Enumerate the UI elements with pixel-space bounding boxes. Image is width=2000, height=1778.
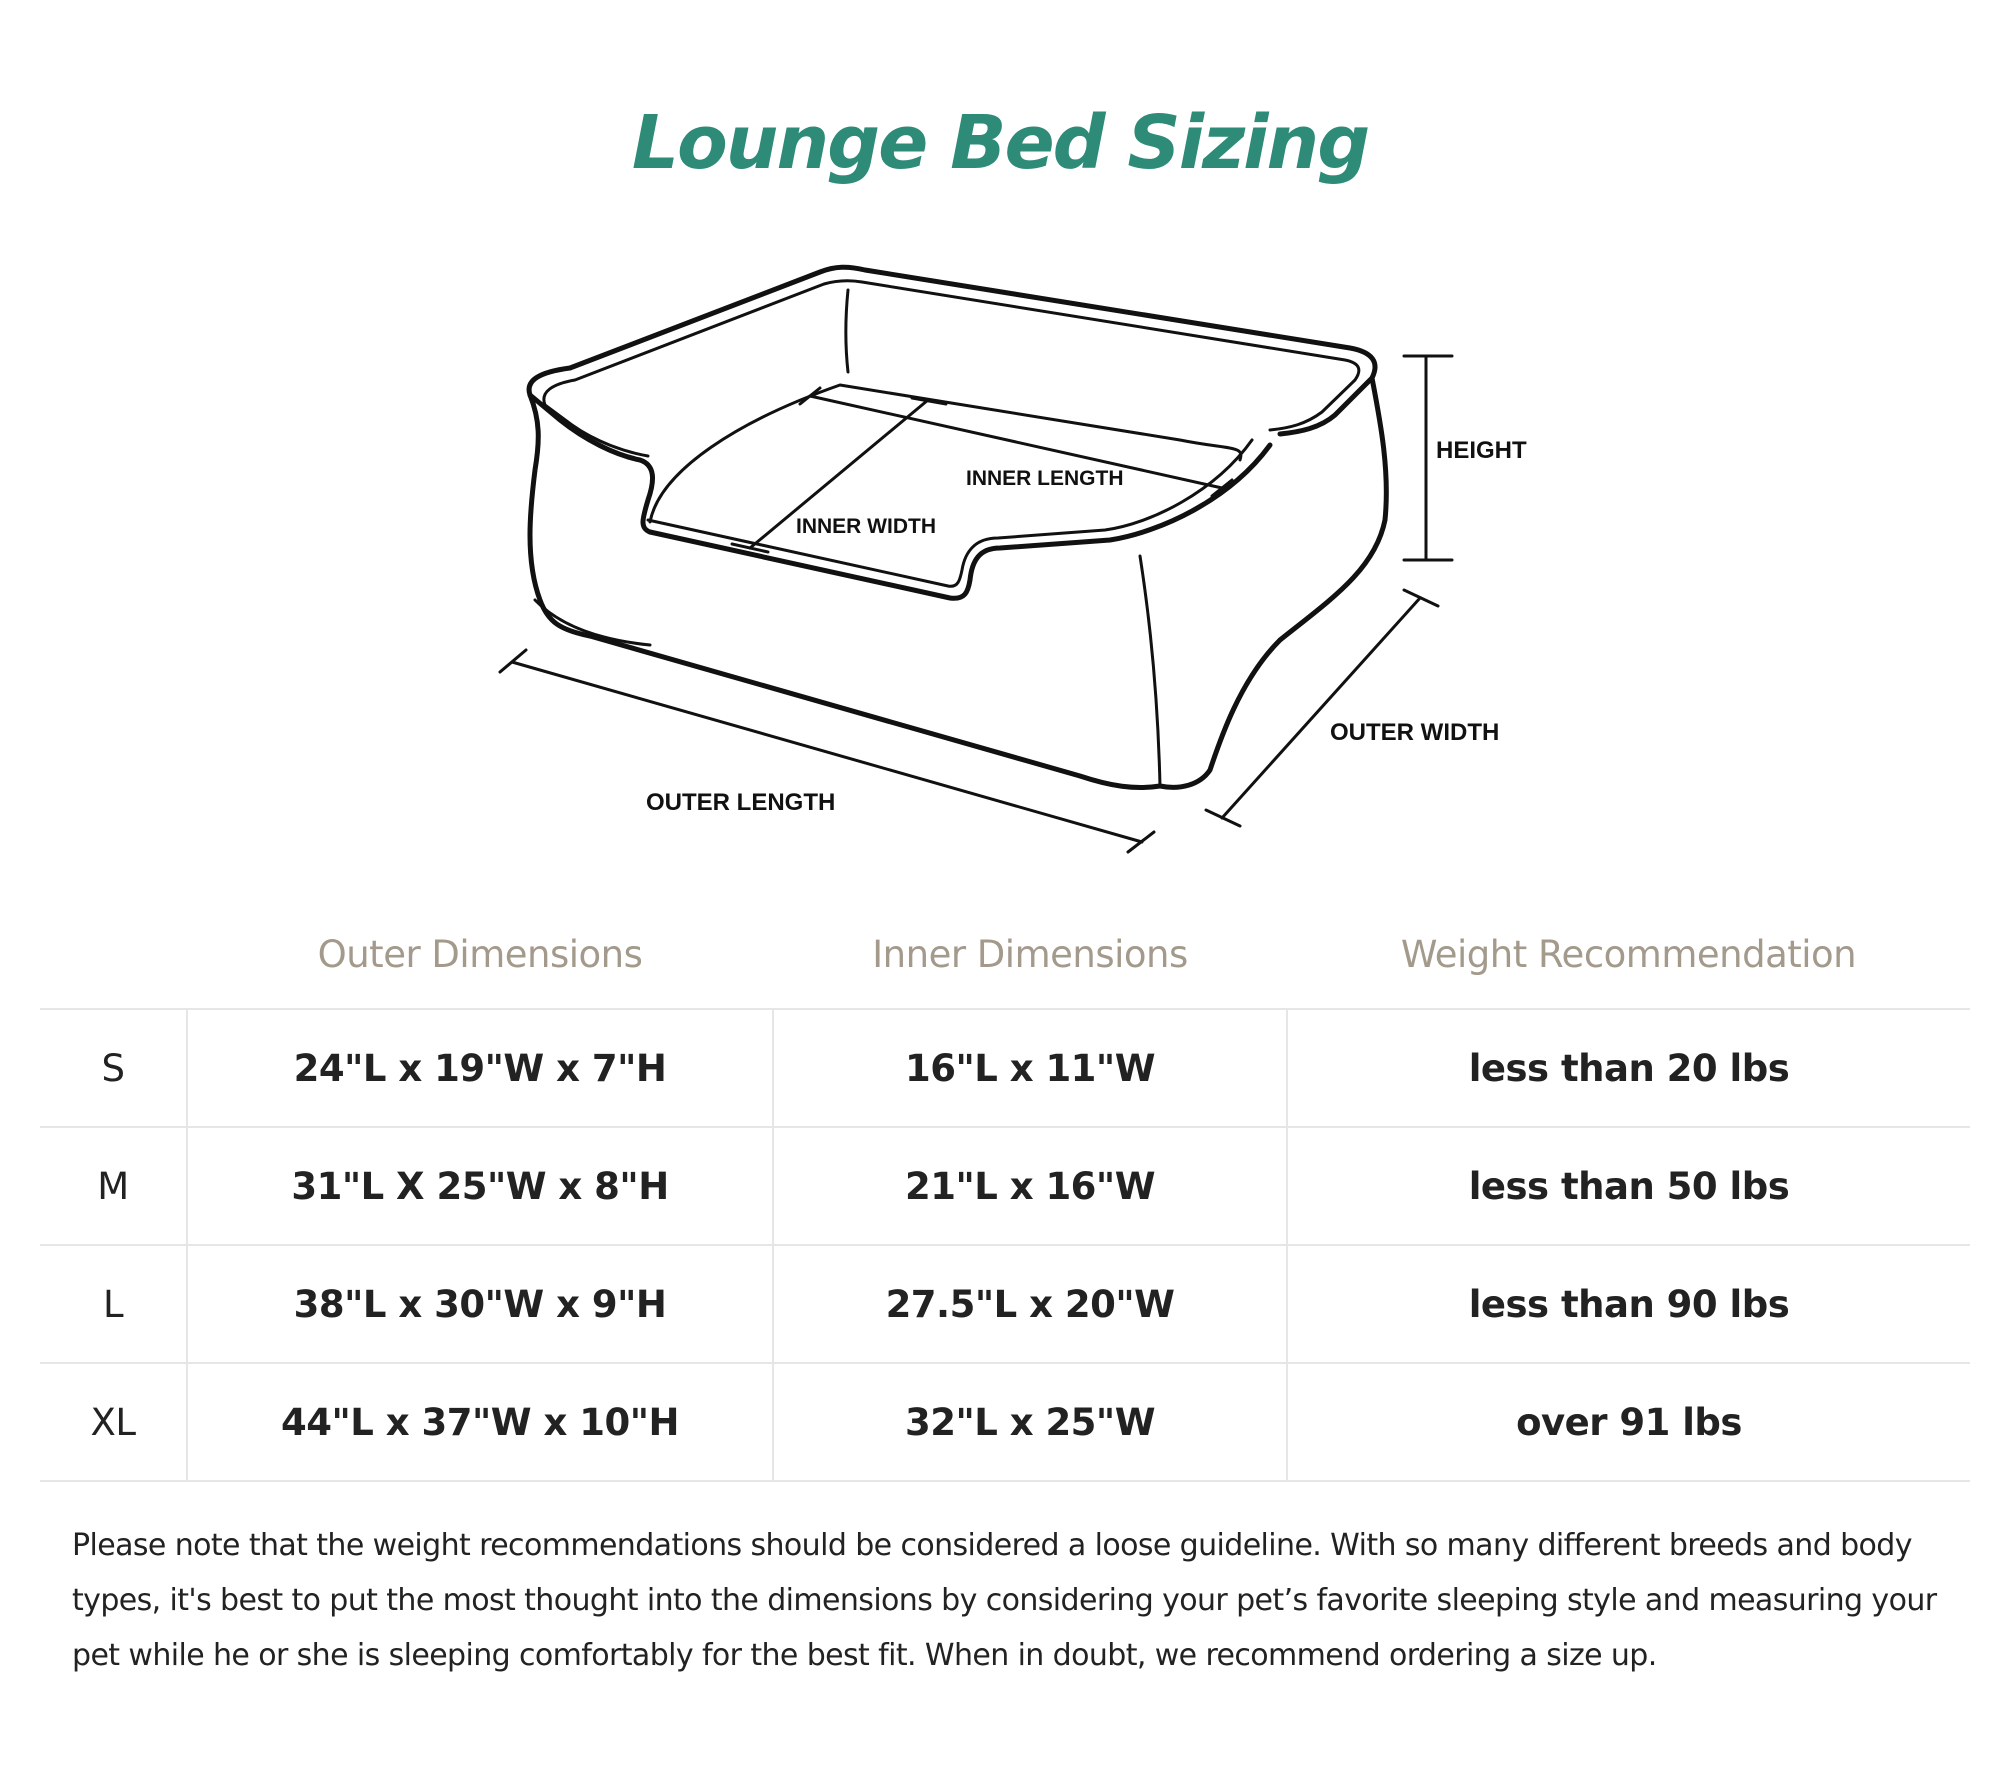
- weight-cell: less than 50 lbs: [1287, 1127, 1970, 1245]
- inner-dimensions-cell: 21"L x 16"W: [773, 1127, 1287, 1245]
- label-outer-length: OUTER LENGTH: [646, 789, 836, 816]
- inner-dimensions-cell: 32"L x 25"W: [773, 1363, 1287, 1481]
- outer-dimensions-cell: 38"L x 30"W x 9"H: [187, 1245, 773, 1363]
- size-cell: M: [40, 1127, 187, 1245]
- table-header-row: [40, 900, 1970, 1009]
- label-inner-length: INNER LENGTH: [966, 467, 1124, 490]
- bed-left-arm: [530, 395, 653, 532]
- table-row: [40, 1127, 1970, 1245]
- size-cell: XL: [40, 1363, 187, 1481]
- inner-dimensions-cell: 27.5"L x 20"W: [773, 1245, 1287, 1363]
- page-title: Lounge Bed Sizing: [631, 100, 1369, 186]
- size-cell: L: [40, 1245, 187, 1363]
- header-size: [40, 900, 187, 1009]
- label-outer-width: OUTER WIDTH: [1330, 719, 1500, 746]
- bed-outer-rim: [529, 267, 1375, 434]
- inner-dimensions-cell: 16"L x 11"W: [773, 1009, 1287, 1127]
- weight-cell: less than 90 lbs: [1287, 1245, 1970, 1363]
- table-row: [40, 1363, 1970, 1481]
- outer-dimensions-cell: 31"L X 25"W x 8"H: [187, 1127, 773, 1245]
- header-weight-recommendation: Weight Recommendation: [1287, 900, 1970, 1009]
- weight-cell: over 91 lbs: [1287, 1363, 1970, 1481]
- bed-rim-piping: [544, 281, 1359, 430]
- outer-dimensions-cell: 44"L x 37"W x 10"H: [187, 1363, 773, 1481]
- label-inner-width: INNER WIDTH: [796, 515, 936, 538]
- table-row: [40, 1009, 1970, 1127]
- sizing-table: [40, 900, 1970, 1482]
- sizing-note: Please note that the weight recommendations should be considered a loose guideline. With so many different breeds and body types, it's best to put the most thought into the dimensions by considering your pet’s favorite sleeping style and measuring your pet while he or she is sleeping comfortably for the best fit. When in doubt, we recommend ordering a size up.: [72, 1528, 1937, 1673]
- size-cell: S: [40, 1009, 187, 1127]
- weight-cell: less than 20 lbs: [1287, 1009, 1970, 1127]
- table-row: [40, 1245, 1970, 1363]
- label-height: HEIGHT: [1436, 437, 1527, 464]
- outer-dimensions-cell: 24"L x 19"W x 7"H: [187, 1009, 773, 1127]
- header-inner-dimensions: Inner Dimensions: [773, 900, 1287, 1009]
- header-outer-dimensions: Outer Dimensions: [187, 900, 773, 1009]
